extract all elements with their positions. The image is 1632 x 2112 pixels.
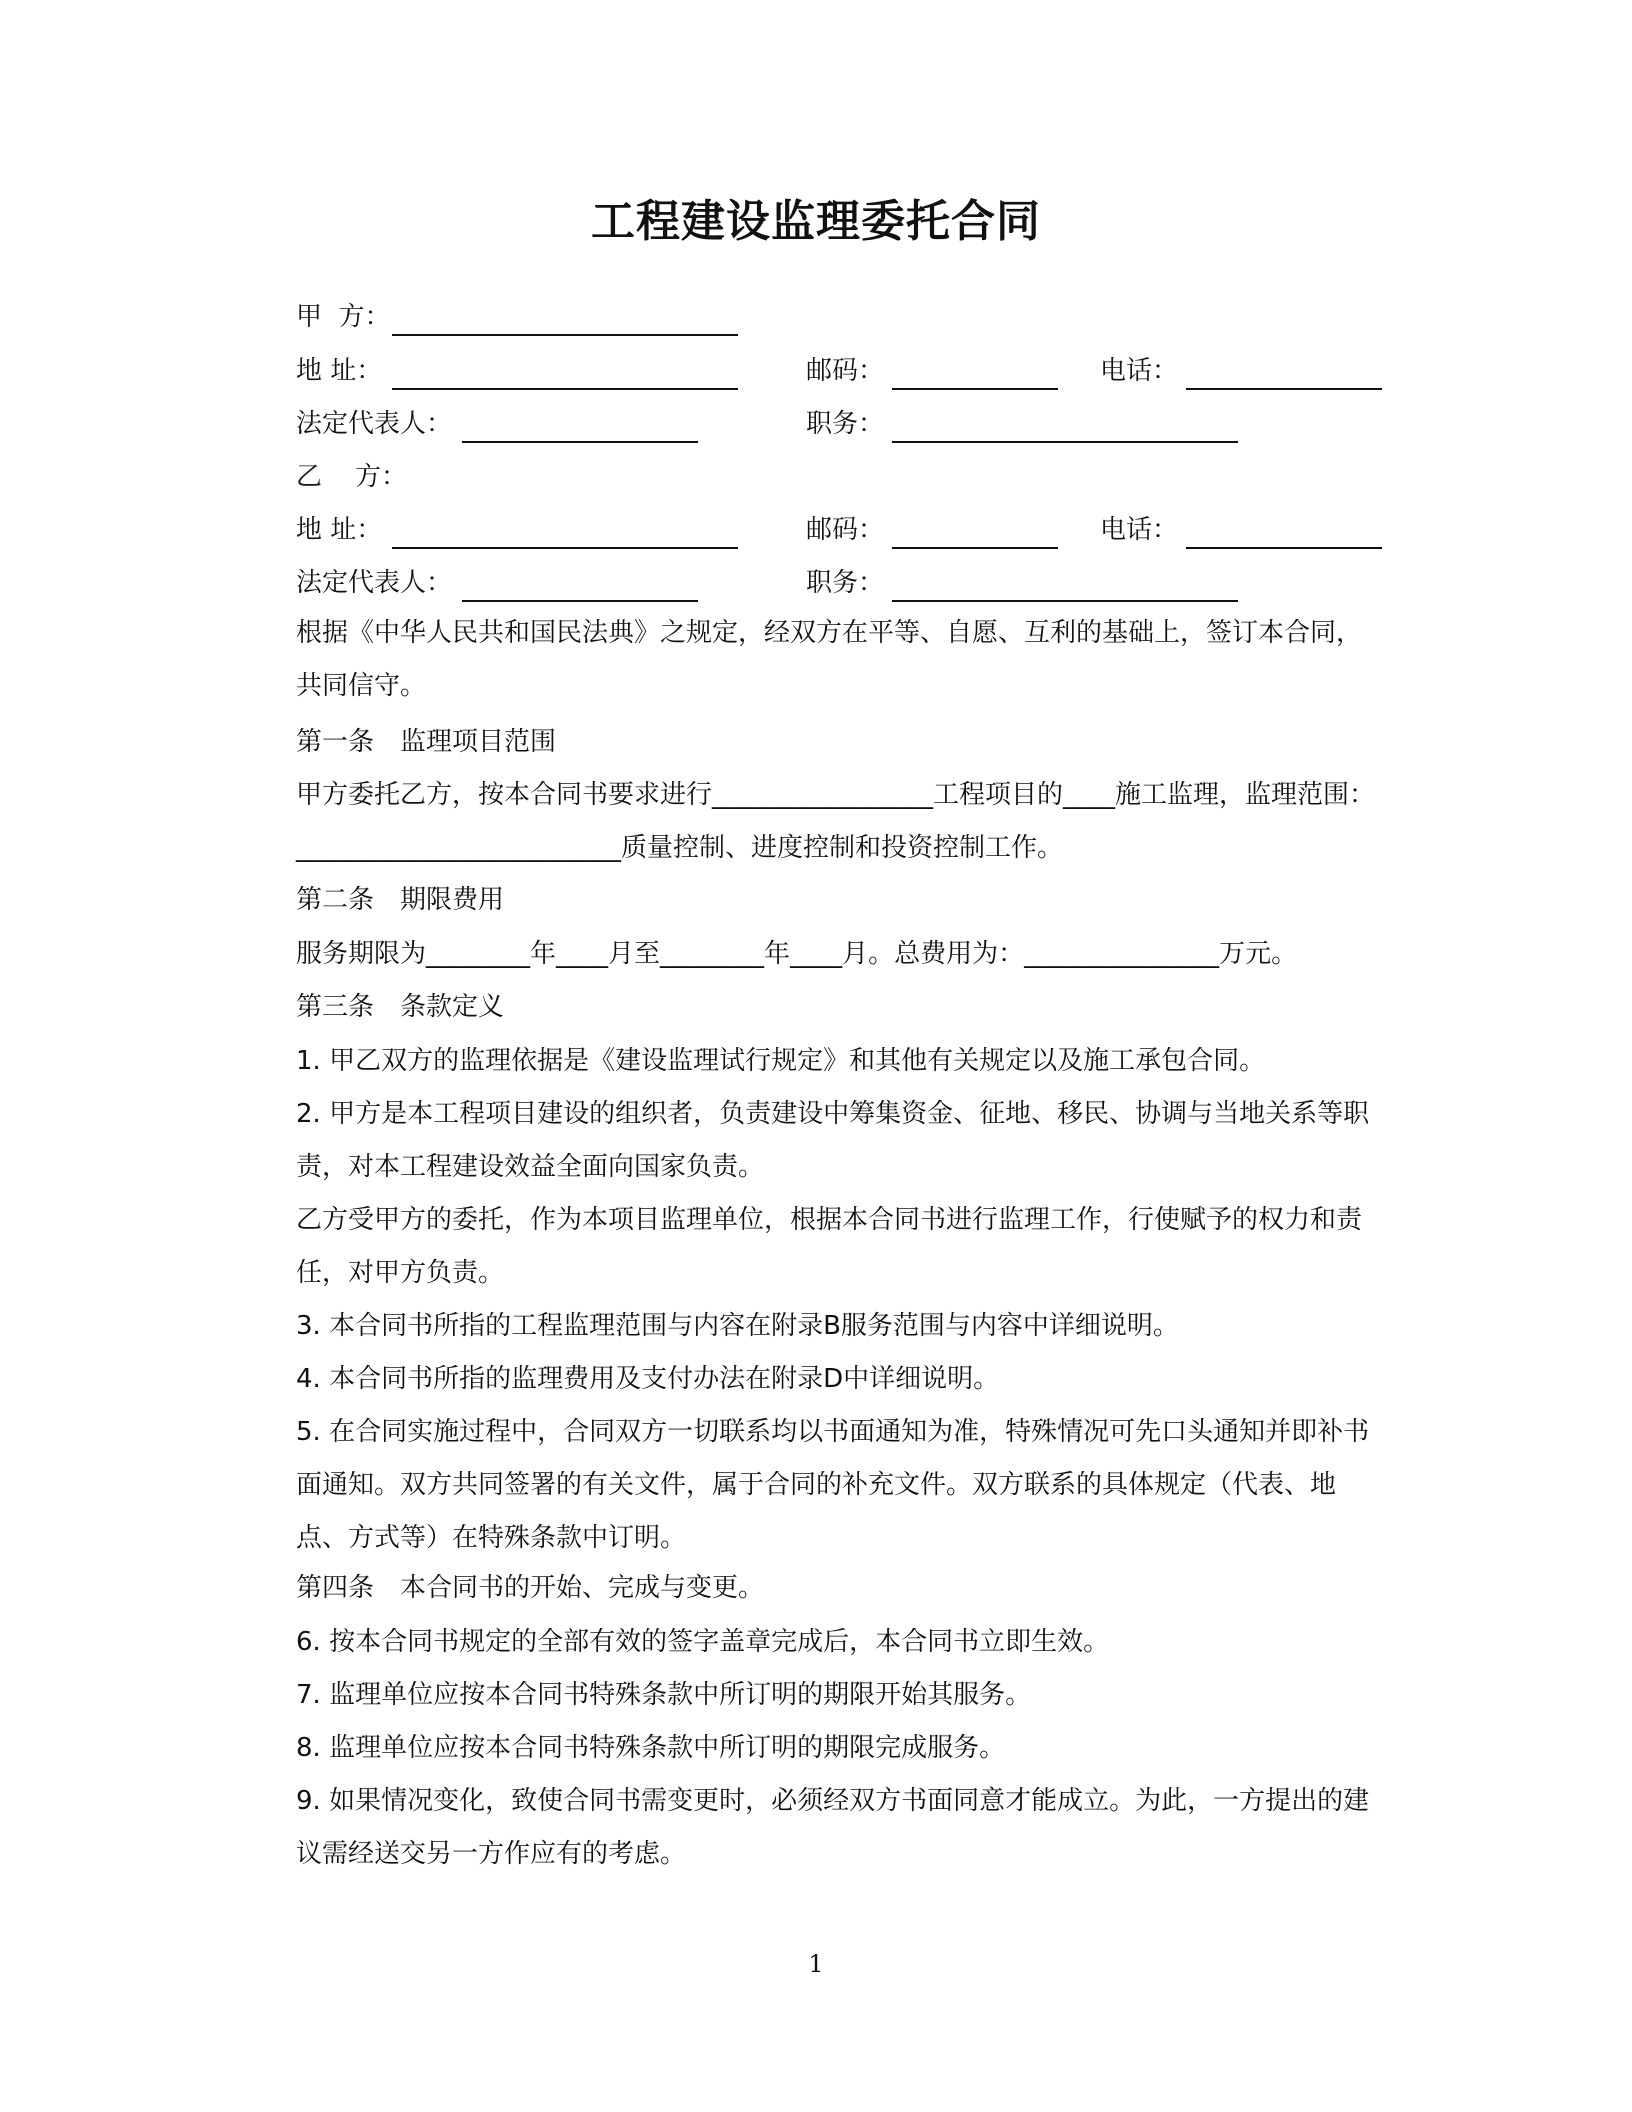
article-1-heading [296,725,556,759]
article-2-number: 第二条 [296,885,375,915]
party-a-position-label: 职务： [806,409,885,439]
article-4-item-7: 7. 监理单位应按本合同书特殊条款中所订明的期限开始其服务。 [296,1680,1032,1710]
total-fee-label: 月。总费用为： [842,939,1025,969]
article-4-title: 本合同书的开始、完成与变更。 [400,1573,765,1603]
article-4-item-8: 8. 监理单位应按本合同书特殊条款中所订明的期限完成服务。 [296,1733,1006,1763]
party-b-label: 乙 方： [296,462,408,492]
article-1-text [240,769,1382,875]
article-2-title: 期限费用 [400,885,505,915]
service-period-label: 服务期限为 [296,939,427,969]
party-a-address-label: 地 址： [296,356,383,386]
party-b-rep-label: 法定代表人： [296,568,453,598]
party-b-postcode-blank[interactable] [892,517,1058,549]
article-1-paragraph [240,769,1382,875]
party-a-name-blank[interactable] [392,304,738,336]
article-3-item-2: 2. 甲方是本工程项目建设的组织者，负责建设中筹集资金、征地、移民、协调与当地关系等职责，对本工程建设效益全面向国家负责。 [296,1099,1370,1182]
article-3-item-2b: 乙方受甲方的委托，作为本项目监理单位，根据本合同书进行监理工作，行使赋予的权力和责任，对甲方负责。 [296,1205,1363,1288]
party-a-phone-blank[interactable] [1186,358,1382,390]
party-a-label: 甲 方： [296,302,391,332]
party-a-address-blank[interactable] [392,358,738,390]
party-b-postcode-label: 邮码： [806,515,885,545]
article-3-item-1: 1. 甲乙双方的监理依据是《建设监理试行规定》和其他有关规定以及施工承包合同。 [296,1046,1266,1076]
page-number: 1 [808,1950,824,1978]
party-a-position-blank[interactable] [892,411,1238,443]
article-3-title: 条款定义 [400,992,505,1022]
preamble-paragraph [240,607,1382,713]
document-title: 工程建设监理委托合同 [591,196,1041,247]
party-b-address-label: 地 址： [296,515,383,545]
party-a-postcode-label: 邮码： [806,356,885,386]
total-fee-blank[interactable]: _______________ [1024,939,1220,969]
party-a-postcode-blank[interactable] [892,358,1058,390]
start-month-blank[interactable]: ____ [556,939,609,969]
end-year-blank[interactable]: ________ [660,939,765,969]
end-month-blank[interactable]: ____ [790,939,843,969]
project-name-blank[interactable]: _________________ [712,780,934,810]
party-b-address-blank[interactable] [392,517,738,549]
currency-unit-label: 万元。 [1219,939,1298,969]
party-a-rep-label: 法定代表人： [296,409,453,439]
article-4-body [240,1616,1382,1881]
start-year-blank[interactable]: ________ [426,939,531,969]
article-3-item-5: 5. 在合同实施过程中，合同双方一切联系均以书面通知为准，特殊情况可先口头通知并即补书面通知。双方共同签署的有关文件，属于合同的补充文件。双方联系的具体规定（代表、地点、方式等）在特殊条款中订明。 [296,1417,1370,1553]
party-a-phone-label: 电话： [1100,356,1179,386]
article-3-body [240,1035,1382,1565]
party-a-row [296,300,391,334]
article-1-text-c: 施工监理，监理范围： [1115,780,1376,810]
year-label-2: 年 [764,939,791,969]
article-4-number: 第四条 [296,1573,375,1603]
article-4-item-6: 6. 按本合同书规定的全部有效的签字盖章完成后，本合同书立即生效。 [296,1627,1110,1657]
article-1-text-b: 工程项目的 [933,780,1064,810]
article-4-heading [296,1571,764,1605]
project-phase-blank[interactable]: ____ [1063,780,1116,810]
article-3-item-3: 3. 本合同书所指的工程监理范围与内容在附录B服务范围与内容中详细说明。 [296,1311,1179,1341]
scope-blank[interactable]: _________________________ [296,833,621,863]
article-3-number: 第三条 [296,992,375,1022]
party-b-rep-blank[interactable] [462,570,698,602]
month-to-label: 月至 [608,939,661,969]
article-3-item-4: 4. 本合同书所指的监理费用及支付办法在附录D中详细说明。 [296,1364,1000,1394]
article-1-number: 第一条 [296,727,375,757]
party-b-phone-label: 电话： [1100,515,1179,545]
preamble-text: 根据《中华人民共和国民法典》之规定，经双方在平等、自愿、互利的基础上，签订本合同，共同信守。 [296,618,1363,701]
article-1-title: 监理项目范围 [400,727,557,757]
party-a-rep-blank[interactable] [462,411,698,443]
party-b-position-blank[interactable] [892,570,1238,602]
article-1-text-d: 质量控制、进度控制和投资控制工作。 [621,833,1064,863]
party-b-phone-blank[interactable] [1186,517,1382,549]
article-2-heading [296,883,504,917]
service-period-line [296,937,1297,971]
article-4-item-9: 9. 如果情况变化，致使合同书需变更时，必须经双方书面同意才能成立。为此，一方提出的建议需经送交另一方作应有的考虑。 [296,1786,1370,1869]
party-b-position-label: 职务： [806,568,885,598]
article-3-heading [296,990,504,1024]
article-1-text-a: 甲方委托乙方，按本合同书要求进行 [296,780,713,810]
year-label-1: 年 [530,939,557,969]
